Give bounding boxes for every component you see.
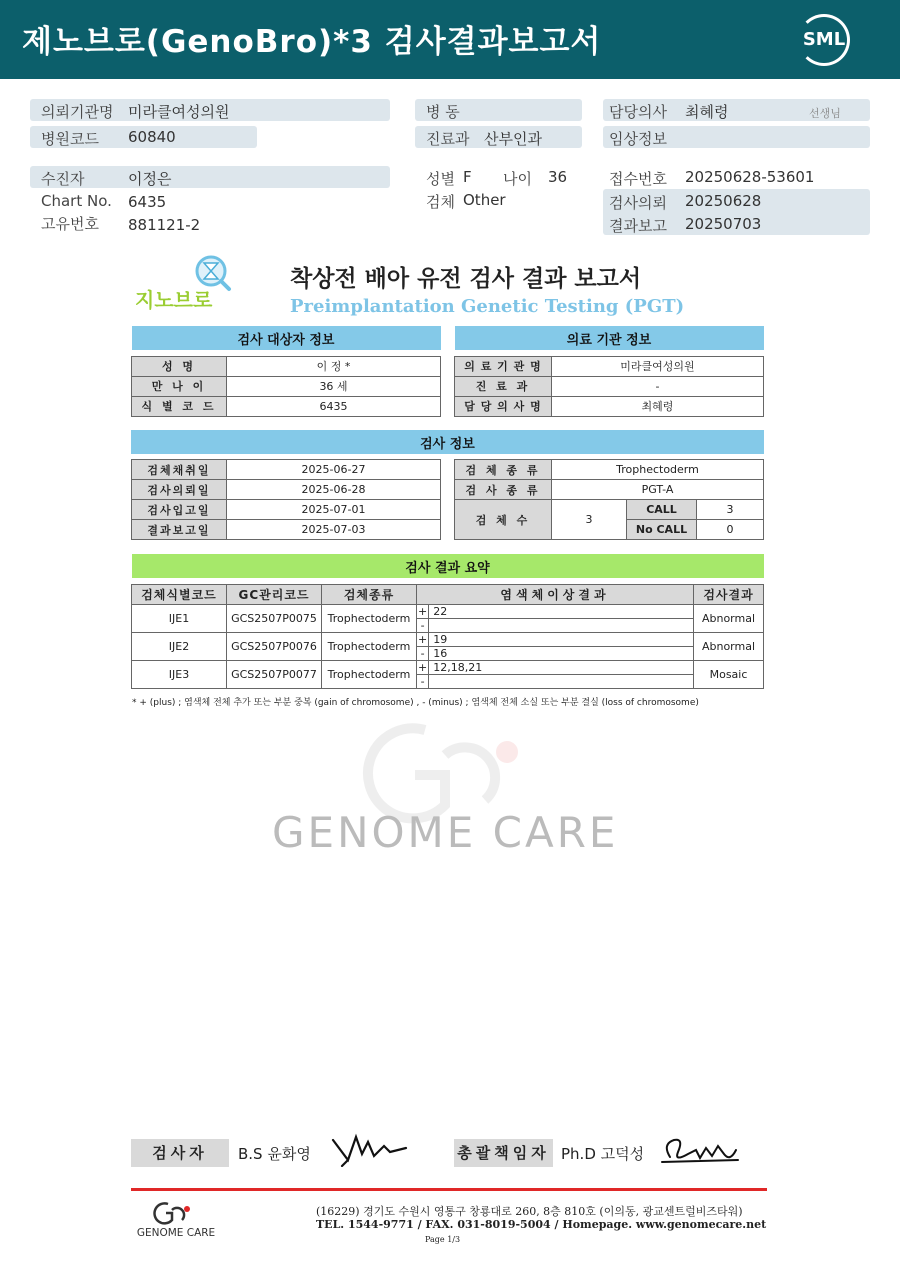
row3-plus-sign: + bbox=[418, 660, 428, 674]
row3-minus bbox=[429, 674, 694, 688]
col-type: 검체종류 bbox=[322, 584, 417, 604]
report-label: 결과보고 bbox=[609, 217, 667, 235]
specimen-type-label: 검 체 종 류 bbox=[455, 460, 552, 480]
row2-minus: 16 bbox=[429, 646, 694, 660]
collect-label: 검체채취일 bbox=[132, 460, 227, 480]
receipt-label: 접수번호 bbox=[609, 170, 667, 188]
request-date: 2025-06-28 bbox=[227, 480, 441, 500]
institution-header: 의료 기관 정보 bbox=[455, 326, 764, 350]
row1-type: Trophectoderm bbox=[322, 604, 417, 632]
row3-type: Trophectoderm bbox=[322, 660, 417, 688]
tester-signature bbox=[328, 1132, 413, 1167]
row1-minus-sign: - bbox=[417, 618, 429, 632]
report-title: 착상전 배아 유전 검사 결과 보고서 bbox=[290, 266, 642, 292]
nocall-label: No CALL bbox=[627, 520, 697, 540]
genobro-logo-text: 지노브로 bbox=[135, 288, 213, 312]
subject-id: 6435 bbox=[227, 396, 441, 416]
patient-label: 수진자 bbox=[41, 170, 85, 188]
count-value: 3 bbox=[552, 500, 627, 540]
call-label: CALL bbox=[627, 500, 697, 520]
test-info-header: 검사 정보 bbox=[131, 430, 764, 454]
row2-id: IJE2 bbox=[132, 632, 227, 660]
receive-label: 검사입고일 bbox=[132, 500, 227, 520]
report-date: 2025-07-03 bbox=[227, 520, 441, 540]
row2-type: Trophectoderm bbox=[322, 632, 417, 660]
institution-label: 의뢰기관명 bbox=[41, 103, 114, 121]
row2-result: Abnormal bbox=[694, 632, 764, 660]
patient-value: 이정은 bbox=[128, 170, 172, 188]
footer-company: GENOME CARE bbox=[136, 1227, 216, 1239]
request-value: 20250628 bbox=[685, 192, 762, 210]
director-signature bbox=[658, 1132, 743, 1167]
hospital-code-value: 60840 bbox=[128, 128, 176, 146]
test-type: PGT-A bbox=[552, 480, 764, 500]
sex-value: F bbox=[463, 168, 472, 186]
row3-result: Mosaic bbox=[694, 660, 764, 688]
row3-gc: GCS2507P0077 bbox=[227, 660, 322, 688]
director-label: 총괄책임자 bbox=[454, 1139, 553, 1167]
inst-dept: - bbox=[552, 376, 764, 396]
row1-result: Abnormal bbox=[694, 604, 764, 632]
dept-label: 진료과 bbox=[426, 130, 470, 148]
row3-minus-sign: - bbox=[417, 674, 429, 688]
sex-label: 성별 bbox=[426, 170, 455, 188]
nocall-value: 0 bbox=[697, 520, 764, 540]
count-label: 검 체 수 bbox=[455, 500, 552, 540]
watermark-text: GENOME CARE bbox=[272, 808, 619, 857]
inst-doctor-label: 담 당 의 사 명 bbox=[455, 396, 552, 416]
row2-plus-sign: + bbox=[418, 632, 428, 646]
row2-plus: 19 bbox=[429, 632, 694, 646]
institution-value: 미라클여성의원 bbox=[128, 103, 230, 121]
hospital-code-label: 병원코드 bbox=[41, 130, 99, 148]
institution-table bbox=[454, 326, 764, 417]
subject-header: 검사 대상자 정보 bbox=[132, 326, 441, 350]
legend-note: * + (plus) ; 염색체 전체 추가 또는 부분 중복 (gain of chromosome) , - (minus) ; 염색체 전체 소실 또는 부분 결실 (loss of chromosome) bbox=[132, 698, 699, 708]
table-row bbox=[132, 660, 764, 674]
receive-date: 2025-07-01 bbox=[227, 500, 441, 520]
genobro-logo bbox=[133, 255, 248, 315]
age-label: 나이 bbox=[503, 170, 532, 188]
director-name: Ph.D 고덕성 bbox=[561, 1145, 645, 1163]
row1-minus bbox=[429, 618, 694, 632]
inst-dept-label: 진 료 과 bbox=[455, 376, 552, 396]
inst-name-label: 의 료 기 관 명 bbox=[455, 356, 552, 376]
ward-label: 병 동 bbox=[426, 103, 460, 121]
subject-age: 36 세 bbox=[227, 376, 441, 396]
page-title: 제노브로(GenoBro)*3 검사결과보고서 bbox=[22, 24, 602, 60]
subject-age-label: 만 나 이 bbox=[132, 376, 227, 396]
genome-care-logo bbox=[130, 1200, 222, 1240]
uid-value: 881121-2 bbox=[128, 216, 201, 234]
inst-name: 미라클여성의원 bbox=[552, 356, 764, 376]
summary-header: 검사 결과 요약 bbox=[132, 554, 764, 578]
chart-label: Chart No. bbox=[41, 192, 112, 210]
row3-id: IJE3 bbox=[132, 660, 227, 688]
report-subtitle: Preimplantation Genetic Testing (PGT) bbox=[290, 296, 685, 317]
subject-id-label: 식 별 코 드 bbox=[132, 396, 227, 416]
specimen-type: Trophectoderm bbox=[552, 460, 764, 480]
col-result-detail: 염색체이상결과 bbox=[417, 584, 694, 604]
subject-name-label: 성 명 bbox=[132, 356, 227, 376]
request-date-label: 검사의뢰일 bbox=[132, 480, 227, 500]
chart-value: 6435 bbox=[128, 193, 167, 211]
dept-value: 산부인과 bbox=[484, 130, 542, 148]
clinical-label: 임상정보 bbox=[609, 130, 667, 148]
col-gc: GC관리코드 bbox=[227, 584, 322, 604]
footer-divider bbox=[131, 1188, 767, 1191]
sml-logo: SML bbox=[798, 14, 850, 66]
collect-date: 2025-06-27 bbox=[227, 460, 441, 480]
table-row bbox=[132, 604, 764, 618]
row2-gc: GCS2507P0076 bbox=[227, 632, 322, 660]
report-date-label: 결과보고일 bbox=[132, 520, 227, 540]
report-value: 20250703 bbox=[685, 215, 762, 233]
age-value: 36 bbox=[548, 168, 568, 186]
footer-page: Page 1/3 bbox=[425, 1235, 461, 1244]
row2-minus-sign: - bbox=[417, 646, 429, 660]
receipt-value: 20250628-53601 bbox=[685, 168, 815, 186]
tester-name: B.S 윤화영 bbox=[238, 1145, 311, 1163]
row1-plus: 22 bbox=[429, 604, 694, 618]
test-dates-table bbox=[131, 459, 441, 540]
doctor-value: 최혜령 bbox=[685, 103, 729, 121]
doctor-label: 담당의사 bbox=[609, 103, 667, 121]
row1-plus-sign: + bbox=[418, 604, 428, 618]
row1-id: IJE1 bbox=[132, 604, 227, 632]
row3-plus: 12,18,21 bbox=[429, 660, 694, 674]
test-type-label: 검 사 종 류 bbox=[455, 480, 552, 500]
test-info-header-table bbox=[131, 430, 764, 454]
call-value: 3 bbox=[697, 500, 764, 520]
col-result: 검사결과 bbox=[694, 584, 764, 604]
specimen-value: Other bbox=[463, 191, 506, 209]
col-id: 검체식별코드 bbox=[132, 584, 227, 604]
uid-label: 고유번호 bbox=[41, 215, 99, 233]
specimen-table bbox=[454, 459, 764, 540]
request-label: 검사의뢰 bbox=[609, 194, 667, 212]
subject-name: 이 정 * bbox=[227, 356, 441, 376]
footer-address: (16229) 경기도 수원시 영통구 창룡대로 260, 8층 810호 (이의동, 광교센트럴비즈타워) bbox=[316, 1205, 743, 1218]
tester-label: 검사자 bbox=[131, 1139, 229, 1167]
doctor-suffix: 선생님 bbox=[809, 107, 841, 120]
subject-table bbox=[131, 326, 441, 417]
header-bar bbox=[0, 0, 900, 79]
specimen-label: 검체 bbox=[426, 193, 455, 211]
inst-doctor: 최혜령 bbox=[552, 396, 764, 416]
summary-table bbox=[131, 554, 764, 689]
table-row bbox=[132, 632, 764, 646]
row1-gc: GCS2507P0075 bbox=[227, 604, 322, 632]
footer-contact: TEL. 1544-9771 / FAX. 031-8019-5004 / Homepage. www.genomecare.net bbox=[316, 1218, 767, 1231]
